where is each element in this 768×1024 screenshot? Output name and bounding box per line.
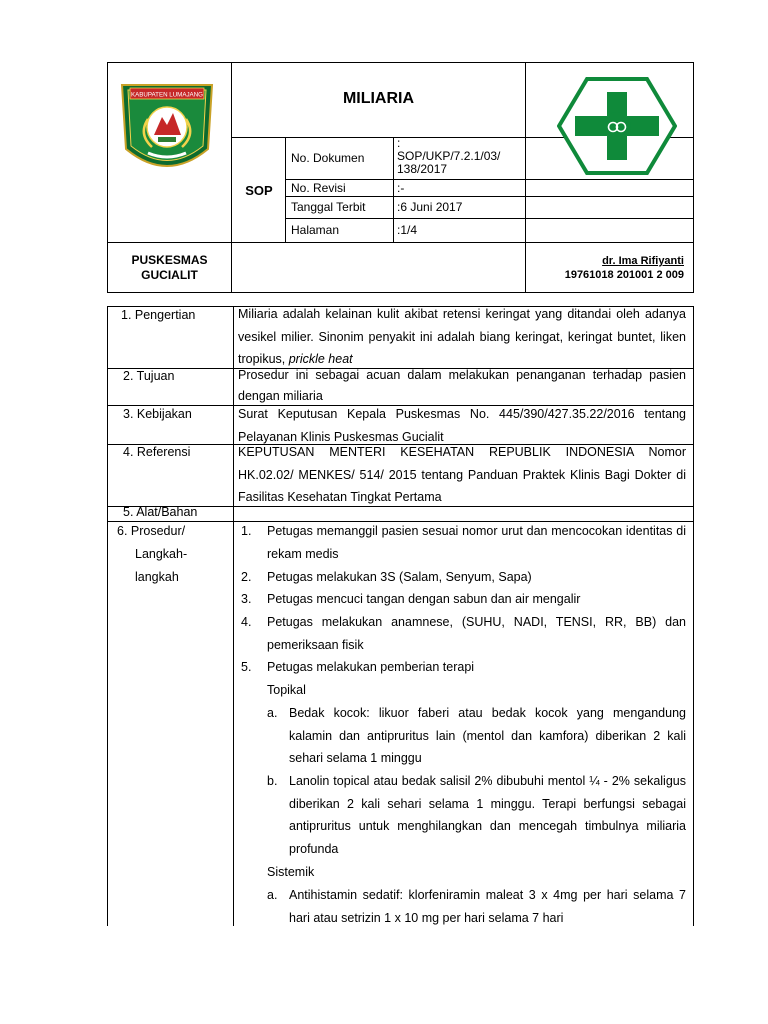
step-number: 5. xyxy=(241,660,252,674)
section-label-alat-bahan: 5. Alat/Bahan xyxy=(123,505,198,519)
pengertian-italic-text: prickle heat xyxy=(288,352,353,366)
sub-item-text: Antihistamin sedatif: klorfeniramin maleat 3 x 4mg per hari selama 7 hari atau setrizin 1 x 10 mg per hari selama 7 hari xyxy=(289,888,686,925)
field-value-colon: : xyxy=(397,136,401,150)
field-label-tanggal-terbit: Tanggal Terbit xyxy=(291,200,366,214)
sop-label: SOP xyxy=(245,183,273,198)
step-number: 3. xyxy=(241,592,252,606)
organization-name xyxy=(108,253,231,283)
field-value-line: SOP/UKP/7.2.1/03/ xyxy=(397,149,501,163)
step-number: 4. xyxy=(241,615,252,629)
section-label-prosedur xyxy=(107,520,233,589)
logo-text: KABUPATEN LUMAJANG xyxy=(131,91,203,99)
step-text: Petugas melakukan pemberian terapi xyxy=(267,660,475,674)
sistemik-heading: Sistemik xyxy=(267,865,315,879)
section-label-tujuan: 2. Tujuan xyxy=(123,369,175,383)
sub-item-number: a. xyxy=(267,888,278,902)
org-line: GUCIALIT xyxy=(141,268,198,282)
step-text: Petugas melakukan anamnese, (SUHU, NADI, TENSI, RR, BB) dan pemeriksaan fisik xyxy=(267,615,686,652)
section-label-referensi: 4. Referensi xyxy=(123,445,191,459)
header-divider xyxy=(285,137,286,242)
section-text-pengertian xyxy=(238,303,686,371)
step-number: 2. xyxy=(241,570,252,584)
step-number: 1. xyxy=(241,524,252,538)
header-divider xyxy=(393,137,394,242)
header-divider xyxy=(285,218,694,219)
section-label-kebijakan: 3. Kebijakan xyxy=(123,407,192,421)
section-text-tujuan: Prosedur ini sebagai acuan dalam melakukan penanganan terhadap pasien dengan miliaria xyxy=(238,368,686,403)
section-text-kebijakan: Surat Keputusan Kepala Puskesmas No. 445/390/427.35.22/2016 tentang Pelayanan Klinis Puskesmas Gucialit xyxy=(238,407,686,444)
sub-item-number: a. xyxy=(267,706,278,720)
field-value-no-dokumen xyxy=(397,137,500,176)
field-value-halaman: :1/4 xyxy=(397,223,418,237)
signer-nip: 19761018 201001 2 009 xyxy=(564,269,684,281)
step-text: Petugas mencuci tangan dengan sabun dan air mengalir xyxy=(267,592,581,606)
field-label-halaman: Halaman xyxy=(291,223,340,237)
prosedur-label-line: Langkah- xyxy=(135,547,188,561)
prosedur-label-line: 6. Prosedur/ xyxy=(117,524,186,538)
header-divider xyxy=(285,179,694,180)
topikal-heading: Topikal xyxy=(267,683,306,697)
field-value-no-revisi: :- xyxy=(397,181,405,195)
table-divider xyxy=(233,306,234,926)
section-text-referensi: KEPUTUSAN MENTERI KESEHATAN REPUBLIK INDONESIA Nomor HK.02.02/ MENKES/ 514/ 2015 tentang Panduan Praktek Klinis Bagi Dokter di Fasilitas Kesehatan Tingkat Pertama xyxy=(238,445,686,504)
sub-item-number: b. xyxy=(267,774,278,788)
sub-item-text: Bedak kocok: likuor faberi atau bedak kocok yang mengandung kalamin dan antipruritus lain (mentol dan kamfora) diberikan 2 kali sehari selama 1 minggu xyxy=(289,706,686,765)
puskesmas-logo xyxy=(557,76,677,176)
field-label-no-dokumen: No. Dokumen xyxy=(291,151,365,165)
page-title: MILIARIA xyxy=(342,90,415,107)
signer-name: dr. Ima Rifiyanti xyxy=(602,255,684,267)
org-line: PUSKESMAS xyxy=(131,253,208,267)
section-label-pengertian: 1. Pengertian xyxy=(121,308,196,322)
header-divider xyxy=(107,242,694,243)
signer-block xyxy=(527,254,684,282)
header-divider xyxy=(285,196,694,197)
step-text: Petugas memanggil pasien sesuai nomor urut dan mencocokan identitas di rekam medis xyxy=(267,524,686,561)
field-value-tanggal-terbit: :6 Juni 2017 xyxy=(397,200,463,214)
sub-item-text: Lanolin topical atau bedak salisil 2% dibubuhi mentol ¼ - 2% sekaligus diberikan 2 kali sehari selama 1 minggu. Terapi berfungsi sebagai antipruritus untuk menghilangkan dan mencegah timbulnya miliaria profunda xyxy=(289,774,686,856)
header-divider xyxy=(525,62,526,293)
kabupaten-lumajang-logo xyxy=(118,79,216,180)
step-text: Petugas melakukan 3S (Salam, Senyum, Sapa) xyxy=(267,570,532,584)
field-label-no-revisi: No. Revisi xyxy=(291,181,346,195)
field-value-line: 138/2017 xyxy=(397,162,448,176)
pengertian-text: Miliaria adalah kelainan kulit akibat retensi keringat yang ditandai oleh adanya vesikel milier. Sinonim penyakit ini adalah biang keringat, keringat buntet, liken tropikus, xyxy=(238,307,686,366)
prosedur-label-line: langkah xyxy=(135,570,179,584)
